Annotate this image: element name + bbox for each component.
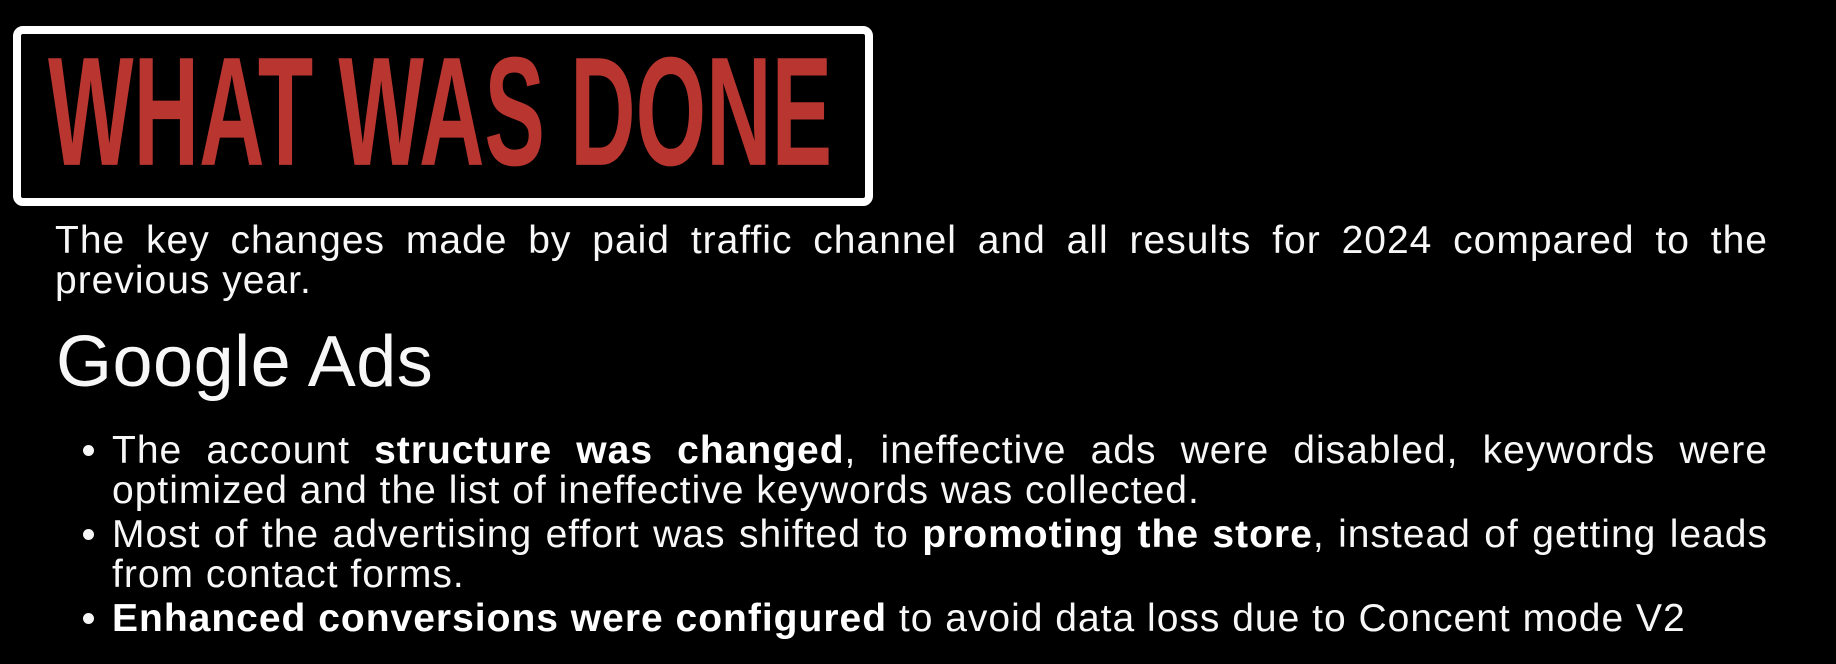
section-heading-google-ads: Google Ads — [56, 322, 434, 402]
bullet-icon — [83, 529, 94, 540]
list-item — [112, 599, 1768, 639]
bullet-text-pre: The account — [112, 429, 375, 472]
bullet-text-post: , ineffective ads were disabled, keywords were optimized and the list of ineffective keywords was collected. — [112, 429, 1768, 512]
bullet-text-bold: Enhanced conversions were configured — [112, 597, 888, 640]
bullet-text-post: , instead of getting leads from contact forms. — [112, 513, 1768, 596]
bullet-list — [112, 431, 1768, 639]
bullet-text-bold: structure was changed — [374, 429, 845, 472]
list-item — [112, 431, 1768, 511]
intro-text: The key changes made by paid traffic channel and all results for 2024 compared to the previous year. — [55, 219, 1768, 302]
bullet-icon — [83, 613, 94, 624]
bullet-text-bold: promoting the store — [922, 513, 1313, 556]
bullet-icon — [83, 445, 94, 456]
bullet-text-post: to avoid data loss due to Concent mode V2 — [887, 597, 1686, 640]
title-frame — [13, 26, 873, 206]
bullet-text-pre: Most of the advertising effort was shifted to — [112, 513, 923, 556]
list-item — [112, 515, 1768, 595]
page-title: WHAT WAS DONE — [48, 24, 833, 198]
